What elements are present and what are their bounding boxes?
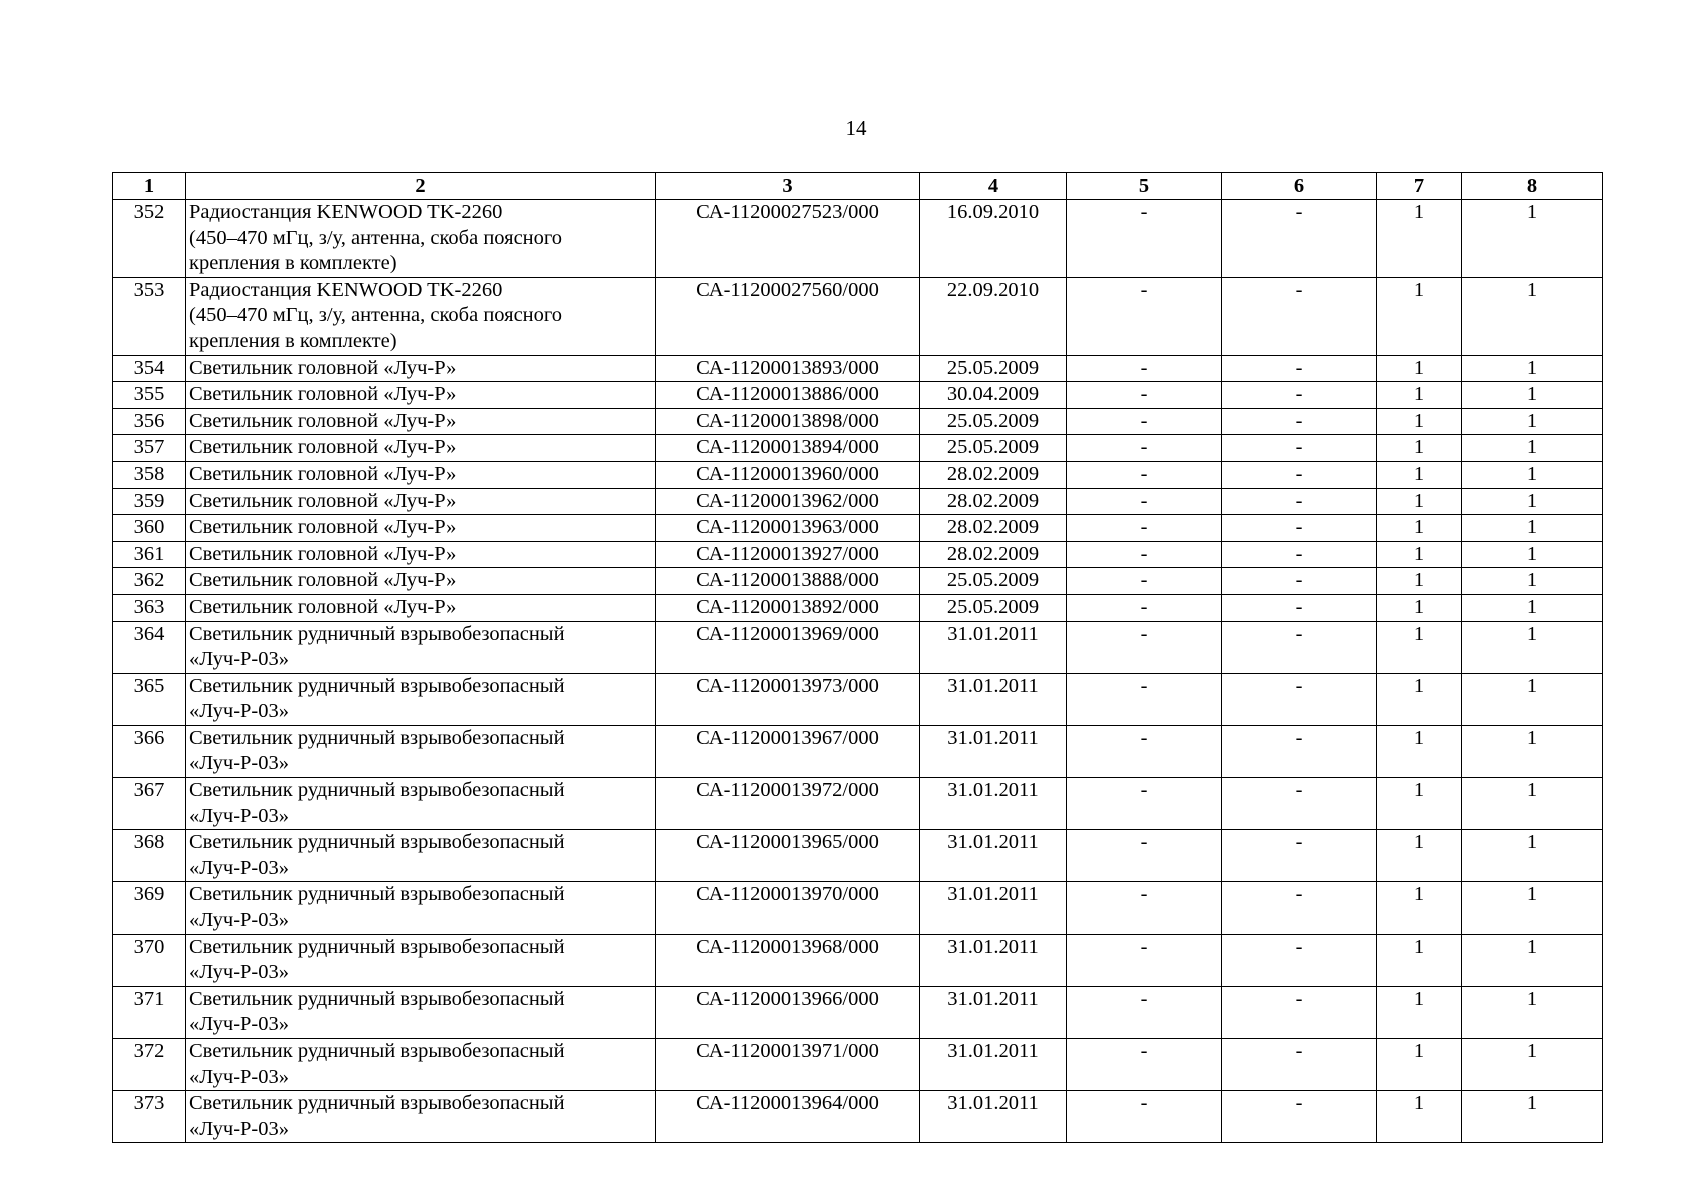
item-name: Светильник рудничный взрывобезопасный «Луч-Р-03» xyxy=(186,673,656,725)
date-cell: 28.02.2009 xyxy=(920,488,1067,515)
inventory-number: СА-11200013888/000 xyxy=(656,568,920,595)
row-number: 373 xyxy=(113,1091,186,1143)
column-8-cell: 1 xyxy=(1462,673,1603,725)
column-5-cell: - xyxy=(1067,355,1222,382)
item-name: Светильник рудничный взрывобезопасный «Луч-Р-03» xyxy=(186,621,656,673)
column-7-cell: 1 xyxy=(1377,673,1462,725)
inventory-number: СА-11200013966/000 xyxy=(656,986,920,1038)
inventory-number: СА-11200013971/000 xyxy=(656,1039,920,1091)
date-cell: 28.02.2009 xyxy=(920,541,1067,568)
date-cell: 31.01.2011 xyxy=(920,778,1067,830)
table-row xyxy=(113,541,1603,568)
inventory-number: СА-11200013898/000 xyxy=(656,408,920,435)
item-name: Светильник головной «Луч-Р» xyxy=(186,461,656,488)
item-name: Светильник головной «Луч-Р» xyxy=(186,355,656,382)
column-8-cell: 1 xyxy=(1462,382,1603,409)
table-row xyxy=(113,986,1603,1038)
column-header: 5 xyxy=(1067,173,1222,200)
date-cell: 25.05.2009 xyxy=(920,594,1067,621)
date-cell: 31.01.2011 xyxy=(920,830,1067,882)
column-8-cell: 1 xyxy=(1462,778,1603,830)
column-8-cell: 1 xyxy=(1462,435,1603,462)
column-6-cell: - xyxy=(1222,200,1377,278)
item-name: Светильник головной «Луч-Р» xyxy=(186,594,656,621)
item-name: Светильник рудничный взрывобезопасный «Луч-Р-03» xyxy=(186,725,656,777)
column-6-cell: - xyxy=(1222,1039,1377,1091)
table-row xyxy=(113,461,1603,488)
column-6-cell: - xyxy=(1222,382,1377,409)
inventory-number: СА-11200013970/000 xyxy=(656,882,920,934)
date-cell: 16.09.2010 xyxy=(920,200,1067,278)
item-name: Светильник рудничный взрывобезопасный «Луч-Р-03» xyxy=(186,882,656,934)
column-7-cell: 1 xyxy=(1377,830,1462,882)
row-number: 362 xyxy=(113,568,186,595)
item-name: Светильник рудничный взрывобезопасный «Луч-Р-03» xyxy=(186,934,656,986)
item-name: Светильник головной «Луч-Р» xyxy=(186,568,656,595)
table-row xyxy=(113,435,1603,462)
table-row xyxy=(113,621,1603,673)
column-7-cell: 1 xyxy=(1377,725,1462,777)
column-6-cell: - xyxy=(1222,934,1377,986)
column-5-cell: - xyxy=(1067,673,1222,725)
column-5-cell: - xyxy=(1067,382,1222,409)
column-5-cell: - xyxy=(1067,515,1222,542)
inventory-number: СА-11200027560/000 xyxy=(656,277,920,355)
table-row xyxy=(113,934,1603,986)
column-7-cell: 1 xyxy=(1377,461,1462,488)
row-number: 370 xyxy=(113,934,186,986)
inventory-number: СА-11200013968/000 xyxy=(656,934,920,986)
column-7-cell: 1 xyxy=(1377,382,1462,409)
column-6-cell: - xyxy=(1222,408,1377,435)
column-header: 3 xyxy=(656,173,920,200)
column-5-cell: - xyxy=(1067,200,1222,278)
row-number: 364 xyxy=(113,621,186,673)
table-row xyxy=(113,1091,1603,1143)
column-8-cell: 1 xyxy=(1462,541,1603,568)
column-8-cell: 1 xyxy=(1462,277,1603,355)
item-name: Светильник головной «Луч-Р» xyxy=(186,488,656,515)
inventory-number: СА-11200013969/000 xyxy=(656,621,920,673)
inventory-number: СА-11200013893/000 xyxy=(656,355,920,382)
date-cell: 31.01.2011 xyxy=(920,1039,1067,1091)
row-number: 366 xyxy=(113,725,186,777)
date-cell: 31.01.2011 xyxy=(920,1091,1067,1143)
page-number: 14 xyxy=(845,116,867,140)
table-row xyxy=(113,408,1603,435)
item-name: Светильник рудничный взрывобезопасный «Луч-Р-03» xyxy=(186,986,656,1038)
row-number: 357 xyxy=(113,435,186,462)
column-header: 1 xyxy=(113,173,186,200)
column-8-cell: 1 xyxy=(1462,568,1603,595)
column-7-cell: 1 xyxy=(1377,778,1462,830)
column-7-cell: 1 xyxy=(1377,277,1462,355)
date-cell: 25.05.2009 xyxy=(920,408,1067,435)
date-cell: 28.02.2009 xyxy=(920,461,1067,488)
table-row xyxy=(113,882,1603,934)
column-7-cell: 1 xyxy=(1377,934,1462,986)
table-row xyxy=(113,515,1603,542)
column-6-cell: - xyxy=(1222,461,1377,488)
column-5-cell: - xyxy=(1067,541,1222,568)
column-8-cell: 1 xyxy=(1462,1039,1603,1091)
item-name: Светильник рудничный взрывобезопасный «Луч-Р-03» xyxy=(186,778,656,830)
column-6-cell: - xyxy=(1222,882,1377,934)
inventory-number: СА-11200013960/000 xyxy=(656,461,920,488)
column-5-cell: - xyxy=(1067,778,1222,830)
column-6-cell: - xyxy=(1222,568,1377,595)
item-name: Светильник головной «Луч-Р» xyxy=(186,515,656,542)
column-8-cell: 1 xyxy=(1462,594,1603,621)
column-5-cell: - xyxy=(1067,621,1222,673)
column-7-cell: 1 xyxy=(1377,515,1462,542)
table-row xyxy=(113,355,1603,382)
table-row xyxy=(113,1039,1603,1091)
column-7-cell: 1 xyxy=(1377,200,1462,278)
date-cell: 31.01.2011 xyxy=(920,882,1067,934)
column-5-cell: - xyxy=(1067,934,1222,986)
item-name: Светильник рудничный взрывобезопасный «Луч-Р-03» xyxy=(186,830,656,882)
column-5-cell: - xyxy=(1067,830,1222,882)
column-6-cell: - xyxy=(1222,1091,1377,1143)
inventory-number: СА-11200013892/000 xyxy=(656,594,920,621)
date-cell: 31.01.2011 xyxy=(920,673,1067,725)
column-7-cell: 1 xyxy=(1377,488,1462,515)
item-name: Светильник рудничный взрывобезопасный «Луч-Р-03» xyxy=(186,1091,656,1143)
inventory-number: СА-11200013973/000 xyxy=(656,673,920,725)
column-8-cell: 1 xyxy=(1462,408,1603,435)
table-row xyxy=(113,488,1603,515)
inventory-number: СА-11200013964/000 xyxy=(656,1091,920,1143)
column-header: 4 xyxy=(920,173,1067,200)
column-6-cell: - xyxy=(1222,488,1377,515)
column-7-cell: 1 xyxy=(1377,1039,1462,1091)
column-5-cell: - xyxy=(1067,277,1222,355)
column-6-cell: - xyxy=(1222,355,1377,382)
inventory-table xyxy=(112,172,1603,1143)
item-name: Светильник головной «Луч-Р» xyxy=(186,382,656,409)
column-5-cell: - xyxy=(1067,461,1222,488)
table-row xyxy=(113,725,1603,777)
date-cell: 31.01.2011 xyxy=(920,725,1067,777)
item-name: Светильник головной «Луч-Р» xyxy=(186,435,656,462)
column-7-cell: 1 xyxy=(1377,986,1462,1038)
item-name: Светильник головной «Луч-Р» xyxy=(186,541,656,568)
column-6-cell: - xyxy=(1222,673,1377,725)
column-7-cell: 1 xyxy=(1377,568,1462,595)
column-8-cell: 1 xyxy=(1462,882,1603,934)
row-number: 353 xyxy=(113,277,186,355)
column-6-cell: - xyxy=(1222,277,1377,355)
row-number: 358 xyxy=(113,461,186,488)
column-header: 8 xyxy=(1462,173,1603,200)
column-6-cell: - xyxy=(1222,986,1377,1038)
inventory-number: СА-11200013927/000 xyxy=(656,541,920,568)
inventory-number: СА-11200013963/000 xyxy=(656,515,920,542)
row-number: 356 xyxy=(113,408,186,435)
column-6-cell: - xyxy=(1222,725,1377,777)
column-5-cell: - xyxy=(1067,725,1222,777)
table-row xyxy=(113,830,1603,882)
column-5-cell: - xyxy=(1067,882,1222,934)
column-6-cell: - xyxy=(1222,778,1377,830)
column-8-cell: 1 xyxy=(1462,1091,1603,1143)
column-6-cell: - xyxy=(1222,594,1377,621)
column-8-cell: 1 xyxy=(1462,515,1603,542)
table-body xyxy=(113,200,1603,1143)
row-number: 371 xyxy=(113,986,186,1038)
column-8-cell: 1 xyxy=(1462,355,1603,382)
column-6-cell: - xyxy=(1222,435,1377,462)
column-8-cell: 1 xyxy=(1462,830,1603,882)
table-row xyxy=(113,277,1603,355)
row-number: 352 xyxy=(113,200,186,278)
column-6-cell: - xyxy=(1222,541,1377,568)
row-number: 360 xyxy=(113,515,186,542)
inventory-number: СА-11200027523/000 xyxy=(656,200,920,278)
item-name: Радиостанция KENWOOD TK-2260 (450–470 мГц, з/у, антенна, скоба поясного крепления в комплекте) xyxy=(186,200,656,278)
column-7-cell: 1 xyxy=(1377,621,1462,673)
item-name: Светильник головной «Луч-Р» xyxy=(186,408,656,435)
column-5-cell: - xyxy=(1067,1091,1222,1143)
table-row xyxy=(113,673,1603,725)
date-cell: 25.05.2009 xyxy=(920,435,1067,462)
date-cell: 31.01.2011 xyxy=(920,621,1067,673)
column-8-cell: 1 xyxy=(1462,986,1603,1038)
column-7-cell: 1 xyxy=(1377,408,1462,435)
column-8-cell: 1 xyxy=(1462,200,1603,278)
header-row xyxy=(113,173,1603,200)
column-6-cell: - xyxy=(1222,621,1377,673)
column-5-cell: - xyxy=(1067,568,1222,595)
column-6-cell: - xyxy=(1222,515,1377,542)
column-header: 2 xyxy=(186,173,656,200)
inventory-number: СА-11200013886/000 xyxy=(656,382,920,409)
column-8-cell: 1 xyxy=(1462,461,1603,488)
column-8-cell: 1 xyxy=(1462,488,1603,515)
row-number: 355 xyxy=(113,382,186,409)
date-cell: 28.02.2009 xyxy=(920,515,1067,542)
date-cell: 31.01.2011 xyxy=(920,986,1067,1038)
row-number: 368 xyxy=(113,830,186,882)
row-number: 354 xyxy=(113,355,186,382)
column-8-cell: 1 xyxy=(1462,621,1603,673)
column-5-cell: - xyxy=(1067,986,1222,1038)
column-5-cell: - xyxy=(1067,488,1222,515)
date-cell: 31.01.2011 xyxy=(920,934,1067,986)
row-number: 359 xyxy=(113,488,186,515)
column-7-cell: 1 xyxy=(1377,541,1462,568)
row-number: 369 xyxy=(113,882,186,934)
column-5-cell: - xyxy=(1067,408,1222,435)
table-row xyxy=(113,568,1603,595)
column-8-cell: 1 xyxy=(1462,725,1603,777)
inventory-number: СА-11200013965/000 xyxy=(656,830,920,882)
column-5-cell: - xyxy=(1067,594,1222,621)
table-row xyxy=(113,382,1603,409)
row-number: 361 xyxy=(113,541,186,568)
column-header: 7 xyxy=(1377,173,1462,200)
inventory-number: СА-11200013967/000 xyxy=(656,725,920,777)
column-7-cell: 1 xyxy=(1377,882,1462,934)
column-7-cell: 1 xyxy=(1377,594,1462,621)
inventory-number: СА-11200013962/000 xyxy=(656,488,920,515)
date-cell: 25.05.2009 xyxy=(920,568,1067,595)
column-8-cell: 1 xyxy=(1462,934,1603,986)
date-cell: 22.09.2010 xyxy=(920,277,1067,355)
table-row xyxy=(113,200,1603,278)
row-number: 372 xyxy=(113,1039,186,1091)
column-header: 6 xyxy=(1222,173,1377,200)
inventory-number: СА-11200013894/000 xyxy=(656,435,920,462)
column-6-cell: - xyxy=(1222,830,1377,882)
column-5-cell: - xyxy=(1067,1039,1222,1091)
table-row xyxy=(113,778,1603,830)
row-number: 365 xyxy=(113,673,186,725)
column-5-cell: - xyxy=(1067,435,1222,462)
column-7-cell: 1 xyxy=(1377,435,1462,462)
row-number: 367 xyxy=(113,778,186,830)
column-7-cell: 1 xyxy=(1377,1091,1462,1143)
item-name: Радиостанция KENWOOD TK-2260 (450–470 мГц, з/у, антенна, скоба поясного крепления в комплекте) xyxy=(186,277,656,355)
date-cell: 25.05.2009 xyxy=(920,355,1067,382)
inventory-number: СА-11200013972/000 xyxy=(656,778,920,830)
item-name: Светильник рудничный взрывобезопасный «Луч-Р-03» xyxy=(186,1039,656,1091)
date-cell: 30.04.2009 xyxy=(920,382,1067,409)
table-row xyxy=(113,594,1603,621)
column-7-cell: 1 xyxy=(1377,355,1462,382)
row-number: 363 xyxy=(113,594,186,621)
